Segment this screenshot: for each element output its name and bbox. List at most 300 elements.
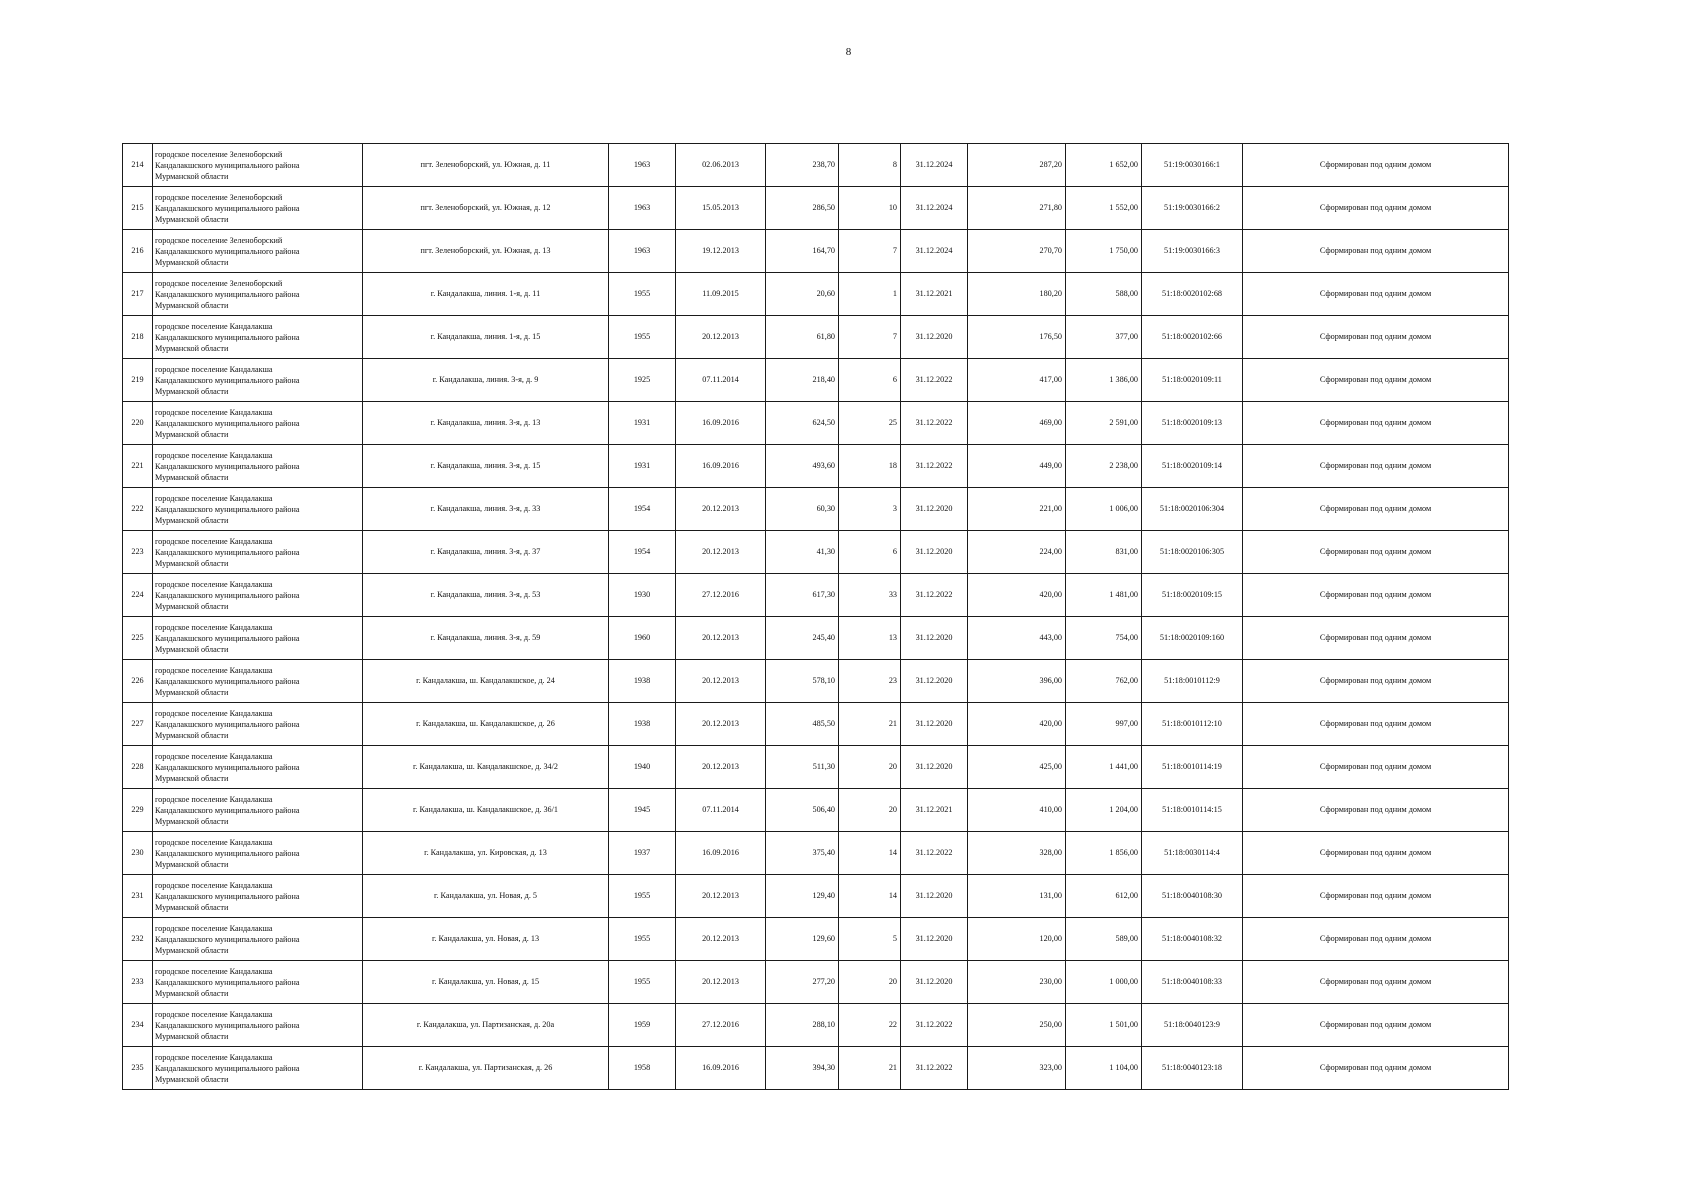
resettlement-deadline-cell: 31.12.2020 [901, 918, 968, 961]
build-year-cell: 1945 [609, 789, 676, 832]
residents-count-cell: 20 [839, 746, 901, 789]
build-year-cell: 1937 [609, 832, 676, 875]
address-cell: г. Кандалакша, линия. 3-я, д. 9 [363, 359, 609, 402]
municipality-line: городское поселение Кандалакша [155, 665, 273, 675]
address-cell: г. Кандалакша, ул. Кировская, д. 13 [363, 832, 609, 875]
cadastral-number-cell: 51:18:0020109:13 [1142, 402, 1243, 445]
cadastral-number-cell: 51:18:0020109:11 [1142, 359, 1243, 402]
residents-count-cell: 21 [839, 703, 901, 746]
normative-area-cell: 377,00 [1066, 316, 1142, 359]
row-number-cell: 228 [123, 746, 153, 789]
living-area-cell: 61,80 [766, 316, 839, 359]
build-year-cell: 1955 [609, 961, 676, 1004]
address-cell: г. Кандалакша, ул. Новая, д. 13 [363, 918, 609, 961]
build-year-cell: 1940 [609, 746, 676, 789]
normative-area-cell: 1 501,00 [1066, 1004, 1142, 1047]
living-area-cell: 238,70 [766, 144, 839, 187]
land-status-cell: Сформирован под одним домом [1243, 1047, 1509, 1090]
municipality-line: Мурманской области [155, 687, 229, 697]
cadastral-number-cell: 51:18:0020106:305 [1142, 531, 1243, 574]
resettlement-deadline-cell: 31.12.2021 [901, 273, 968, 316]
resettlement-deadline-cell: 31.12.2022 [901, 1047, 968, 1090]
residents-count-cell: 10 [839, 187, 901, 230]
build-year-cell: 1959 [609, 1004, 676, 1047]
cadastral-number-cell: 51:18:0020102:68 [1142, 273, 1243, 316]
municipality-line: Мурманской области [155, 945, 229, 955]
normative-area-cell: 1 856,00 [1066, 832, 1142, 875]
address-cell: пгт. Зеленоборский, ул. Южная, д. 13 [363, 230, 609, 273]
municipality-line: Кандалакшского муниципального района [155, 1063, 300, 1073]
resettlement-deadline-cell: 31.12.2022 [901, 359, 968, 402]
residents-count-cell: 6 [839, 531, 901, 574]
table-row [123, 1004, 1509, 1047]
municipality-line: Кандалакшского муниципального района [155, 633, 300, 643]
normative-area-cell: 1 652,00 [1066, 144, 1142, 187]
municipality-line: Мурманской области [155, 644, 229, 654]
recognition-date-cell: 02.06.2013 [676, 144, 766, 187]
municipality-name-cell [153, 574, 363, 617]
land-status-cell: Сформирован под одним домом [1243, 144, 1509, 187]
cadastral-number-cell: 51:18:0010114:19 [1142, 746, 1243, 789]
recognition-date-cell: 20.12.2013 [676, 660, 766, 703]
recognition-date-cell: 07.11.2014 [676, 789, 766, 832]
land-status-cell: Сформирован под одним домом [1243, 746, 1509, 789]
municipality-line: Мурманской области [155, 386, 229, 396]
residents-count-cell: 3 [839, 488, 901, 531]
build-year-cell: 1955 [609, 918, 676, 961]
table-row [123, 832, 1509, 875]
build-year-cell: 1955 [609, 273, 676, 316]
table-row [123, 875, 1509, 918]
row-number-cell: 217 [123, 273, 153, 316]
municipality-line: Мурманской области [155, 515, 229, 525]
municipality-line: городское поселение Кандалакша [155, 493, 273, 503]
municipality-line: городское поселение Зеленоборский [155, 235, 283, 245]
build-year-cell: 1963 [609, 187, 676, 230]
municipality-name-cell [153, 918, 363, 961]
residents-count-cell: 1 [839, 273, 901, 316]
normative-area-cell: 2 238,00 [1066, 445, 1142, 488]
table-row [123, 359, 1509, 402]
build-year-cell: 1954 [609, 488, 676, 531]
normative-area-cell: 831,00 [1066, 531, 1142, 574]
municipality-line: городское поселение Кандалакша [155, 708, 273, 718]
municipality-line: Кандалакшского муниципального района [155, 160, 300, 170]
row-number-cell: 221 [123, 445, 153, 488]
resettlement-deadline-cell: 31.12.2022 [901, 574, 968, 617]
municipality-name-cell [153, 1004, 363, 1047]
resettlement-deadline-cell: 31.12.2024 [901, 230, 968, 273]
cadastral-number-cell: 51:18:0040108:30 [1142, 875, 1243, 918]
municipality-line: Мурманской области [155, 859, 229, 869]
municipality-line: Мурманской области [155, 214, 229, 224]
cadastral-number-cell: 51:18:0040108:33 [1142, 961, 1243, 1004]
municipality-line: Кандалакшского муниципального района [155, 762, 300, 772]
municipality-line: Мурманской области [155, 730, 229, 740]
cadastral-number-cell: 51:18:0020106:304 [1142, 488, 1243, 531]
table-row [123, 1047, 1509, 1090]
resettlement-deadline-cell: 31.12.2020 [901, 531, 968, 574]
normative-area-cell: 754,00 [1066, 617, 1142, 660]
row-number-cell: 219 [123, 359, 153, 402]
row-number-cell: 218 [123, 316, 153, 359]
municipality-name-cell [153, 273, 363, 316]
cadastral-number-cell: 51:19:0030166:1 [1142, 144, 1243, 187]
living-area-cell: 286,50 [766, 187, 839, 230]
municipality-name-cell [153, 617, 363, 660]
normative-area-cell: 1 104,00 [1066, 1047, 1142, 1090]
table-row [123, 660, 1509, 703]
living-area-cell: 245,40 [766, 617, 839, 660]
municipality-line: городское поселение Кандалакша [155, 923, 273, 933]
municipality-name-cell [153, 187, 363, 230]
land-area-cell: 449,00 [968, 445, 1066, 488]
municipality-line: Кандалакшского муниципального района [155, 891, 300, 901]
land-area-cell: 396,00 [968, 660, 1066, 703]
table-row [123, 445, 1509, 488]
land-status-cell: Сформирован под одним домом [1243, 316, 1509, 359]
municipality-line: Мурманской области [155, 472, 229, 482]
address-cell: г. Кандалакша, ш. Кандалакшское, д. 34/2 [363, 746, 609, 789]
municipality-line: городское поселение Кандалакша [155, 536, 273, 546]
municipality-line: Мурманской области [155, 300, 229, 310]
land-status-cell: Сформирован под одним домом [1243, 832, 1509, 875]
normative-area-cell: 1 006,00 [1066, 488, 1142, 531]
recognition-date-cell: 16.09.2016 [676, 1047, 766, 1090]
municipality-line: Кандалакшского муниципального района [155, 977, 300, 987]
municipality-line: городское поселение Зеленоборский [155, 278, 283, 288]
row-number-cell: 224 [123, 574, 153, 617]
municipality-line: городское поселение Кандалакша [155, 1009, 273, 1019]
cadastral-number-cell: 51:19:0030166:3 [1142, 230, 1243, 273]
normative-area-cell: 1 750,00 [1066, 230, 1142, 273]
build-year-cell: 1931 [609, 445, 676, 488]
address-cell: г. Кандалакша, ул. Новая, д. 5 [363, 875, 609, 918]
resettlement-deadline-cell: 31.12.2020 [901, 488, 968, 531]
address-cell: г. Кандалакша, линия. 3-я, д. 15 [363, 445, 609, 488]
land-area-cell: 230,00 [968, 961, 1066, 1004]
address-cell: г. Кандалакша, ш. Кандалакшское, д. 24 [363, 660, 609, 703]
land-area-cell: 420,00 [968, 574, 1066, 617]
municipality-name-cell [153, 488, 363, 531]
municipality-line: Кандалакшского муниципального района [155, 1020, 300, 1030]
cadastral-number-cell: 51:18:0030114:4 [1142, 832, 1243, 875]
land-status-cell: Сформирован под одним домом [1243, 488, 1509, 531]
table-row [123, 918, 1509, 961]
municipality-line: Мурманской области [155, 1031, 229, 1041]
row-number-cell: 234 [123, 1004, 153, 1047]
land-status-cell: Сформирован под одним домом [1243, 230, 1509, 273]
residents-count-cell: 13 [839, 617, 901, 660]
cadastral-number-cell: 51:18:0040108:32 [1142, 918, 1243, 961]
municipality-name-cell [153, 316, 363, 359]
cadastral-number-cell: 51:18:0010114:15 [1142, 789, 1243, 832]
municipality-line: Мурманской области [155, 558, 229, 568]
municipality-line: городское поселение Кандалакша [155, 880, 273, 890]
residents-count-cell: 14 [839, 875, 901, 918]
build-year-cell: 1938 [609, 660, 676, 703]
land-status-cell: Сформирован под одним домом [1243, 1004, 1509, 1047]
address-cell: г. Кандалакша, ул. Новая, д. 15 [363, 961, 609, 1004]
municipality-line: Мурманской области [155, 429, 229, 439]
municipality-name-cell [153, 1047, 363, 1090]
resettlement-deadline-cell: 31.12.2020 [901, 746, 968, 789]
table-row [123, 402, 1509, 445]
build-year-cell: 1963 [609, 144, 676, 187]
land-area-cell: 120,00 [968, 918, 1066, 961]
land-area-cell: 271,80 [968, 187, 1066, 230]
row-number-cell: 222 [123, 488, 153, 531]
municipality-line: Мурманской области [155, 773, 229, 783]
municipality-line: Кандалакшского муниципального района [155, 289, 300, 299]
resettlement-deadline-cell: 31.12.2024 [901, 187, 968, 230]
municipality-line: городское поселение Кандалакша [155, 450, 273, 460]
land-status-cell: Сформирован под одним домом [1243, 617, 1509, 660]
municipality-name-cell [153, 531, 363, 574]
table-row [123, 488, 1509, 531]
normative-area-cell: 1 481,00 [1066, 574, 1142, 617]
build-year-cell: 1960 [609, 617, 676, 660]
municipality-line: Мурманской области [155, 257, 229, 267]
address-cell: пгт. Зеленоборский, ул. Южная, д. 11 [363, 144, 609, 187]
resettlement-deadline-cell: 31.12.2022 [901, 1004, 968, 1047]
land-status-cell: Сформирован под одним домом [1243, 574, 1509, 617]
build-year-cell: 1963 [609, 230, 676, 273]
housing-registry-table [122, 143, 1509, 1090]
recognition-date-cell: 27.12.2016 [676, 1004, 766, 1047]
address-cell: г. Кандалакша, линия. 3-я, д. 59 [363, 617, 609, 660]
cadastral-number-cell: 51:18:0020109:15 [1142, 574, 1243, 617]
living-area-cell: 578,10 [766, 660, 839, 703]
municipality-name-cell [153, 832, 363, 875]
municipality-line: Кандалакшского муниципального района [155, 203, 300, 213]
table-row [123, 230, 1509, 273]
municipality-line: Кандалакшского муниципального района [155, 332, 300, 342]
land-status-cell: Сформирован под одним домом [1243, 531, 1509, 574]
recognition-date-cell: 19.12.2013 [676, 230, 766, 273]
cadastral-number-cell: 51:18:0020102:66 [1142, 316, 1243, 359]
recognition-date-cell: 20.12.2013 [676, 531, 766, 574]
residents-count-cell: 21 [839, 1047, 901, 1090]
municipality-name-cell [153, 746, 363, 789]
table-row [123, 273, 1509, 316]
build-year-cell: 1954 [609, 531, 676, 574]
municipality-line: Кандалакшского муниципального района [155, 848, 300, 858]
residents-count-cell: 7 [839, 230, 901, 273]
municipality-line: городское поселение Кандалакша [155, 1052, 273, 1062]
address-cell: г. Кандалакша, линия. 1-я, д. 11 [363, 273, 609, 316]
living-area-cell: 394,30 [766, 1047, 839, 1090]
resettlement-deadline-cell: 31.12.2021 [901, 789, 968, 832]
residents-count-cell: 33 [839, 574, 901, 617]
living-area-cell: 129,40 [766, 875, 839, 918]
recognition-date-cell: 20.12.2013 [676, 316, 766, 359]
normative-area-cell: 1 441,00 [1066, 746, 1142, 789]
municipality-line: Кандалакшского муниципального района [155, 676, 300, 686]
municipality-name-cell [153, 961, 363, 1004]
recognition-date-cell: 11.09.2015 [676, 273, 766, 316]
municipality-line: Кандалакшского муниципального района [155, 934, 300, 944]
land-status-cell: Сформирован под одним домом [1243, 660, 1509, 703]
row-number-cell: 232 [123, 918, 153, 961]
land-status-cell: Сформирован под одним домом [1243, 875, 1509, 918]
recognition-date-cell: 20.12.2013 [676, 617, 766, 660]
row-number-cell: 230 [123, 832, 153, 875]
resettlement-deadline-cell: 31.12.2022 [901, 832, 968, 875]
municipality-line: Кандалакшского муниципального района [155, 375, 300, 385]
table-row [123, 144, 1509, 187]
resettlement-deadline-cell: 31.12.2024 [901, 144, 968, 187]
recognition-date-cell: 20.12.2013 [676, 875, 766, 918]
municipality-line: городское поселение Кандалакша [155, 751, 273, 761]
municipality-line: Кандалакшского муниципального района [155, 590, 300, 600]
row-number-cell: 226 [123, 660, 153, 703]
normative-area-cell: 1 552,00 [1066, 187, 1142, 230]
land-area-cell: 410,00 [968, 789, 1066, 832]
resettlement-deadline-cell: 31.12.2022 [901, 402, 968, 445]
land-area-cell: 323,00 [968, 1047, 1066, 1090]
cadastral-number-cell: 51:18:0020109:14 [1142, 445, 1243, 488]
municipality-line: городское поселение Кандалакша [155, 407, 273, 417]
municipality-line: Кандалакшского муниципального района [155, 547, 300, 557]
residents-count-cell: 23 [839, 660, 901, 703]
municipality-line: городское поселение Кандалакша [155, 579, 273, 589]
row-number-cell: 220 [123, 402, 153, 445]
cadastral-number-cell: 51:18:0020109:160 [1142, 617, 1243, 660]
recognition-date-cell: 15.05.2013 [676, 187, 766, 230]
land-status-cell: Сформирован под одним домом [1243, 402, 1509, 445]
municipality-line: Кандалакшского муниципального района [155, 805, 300, 815]
land-area-cell: 176,50 [968, 316, 1066, 359]
land-area-cell: 270,70 [968, 230, 1066, 273]
living-area-cell: 277,20 [766, 961, 839, 1004]
residents-count-cell: 18 [839, 445, 901, 488]
municipality-line: городское поселение Зеленоборский [155, 149, 283, 159]
recognition-date-cell: 16.09.2016 [676, 402, 766, 445]
table-row [123, 574, 1509, 617]
table-row [123, 531, 1509, 574]
land-area-cell: 417,00 [968, 359, 1066, 402]
land-status-cell: Сформирован под одним домом [1243, 445, 1509, 488]
living-area-cell: 164,70 [766, 230, 839, 273]
residents-count-cell: 20 [839, 789, 901, 832]
normative-area-cell: 2 591,00 [1066, 402, 1142, 445]
resettlement-deadline-cell: 31.12.2020 [901, 961, 968, 1004]
build-year-cell: 1925 [609, 359, 676, 402]
table-row [123, 617, 1509, 660]
table-row [123, 703, 1509, 746]
normative-area-cell: 1 204,00 [1066, 789, 1142, 832]
municipality-line: городское поселение Кандалакша [155, 794, 273, 804]
municipality-line: Кандалакшского муниципального района [155, 461, 300, 471]
living-area-cell: 485,50 [766, 703, 839, 746]
land-area-cell: 425,00 [968, 746, 1066, 789]
residents-count-cell: 14 [839, 832, 901, 875]
living-area-cell: 60,30 [766, 488, 839, 531]
municipality-name-cell [153, 230, 363, 273]
land-status-cell: Сформирован под одним домом [1243, 918, 1509, 961]
table-row [123, 961, 1509, 1004]
address-cell: пгт. Зеленоборский, ул. Южная, д. 12 [363, 187, 609, 230]
table-row [123, 316, 1509, 359]
land-status-cell: Сформирован под одним домом [1243, 187, 1509, 230]
recognition-date-cell: 20.12.2013 [676, 961, 766, 1004]
resettlement-deadline-cell: 31.12.2020 [901, 660, 968, 703]
land-area-cell: 221,00 [968, 488, 1066, 531]
resettlement-deadline-cell: 31.12.2020 [901, 875, 968, 918]
address-cell: г. Кандалакша, линия. 1-я, д. 15 [363, 316, 609, 359]
address-cell: г. Кандалакша, линия. 3-я, д. 37 [363, 531, 609, 574]
municipality-name-cell [153, 144, 363, 187]
municipality-line: Мурманской области [155, 343, 229, 353]
municipality-name-cell [153, 875, 363, 918]
resettlement-deadline-cell: 31.12.2022 [901, 445, 968, 488]
row-number-cell: 216 [123, 230, 153, 273]
address-cell: г. Кандалакша, линия. 3-я, д. 33 [363, 488, 609, 531]
living-area-cell: 129,60 [766, 918, 839, 961]
build-year-cell: 1930 [609, 574, 676, 617]
living-area-cell: 375,40 [766, 832, 839, 875]
municipality-line: Кандалакшского муниципального района [155, 719, 300, 729]
municipality-name-cell [153, 789, 363, 832]
municipality-name-cell [153, 445, 363, 488]
row-number-cell: 227 [123, 703, 153, 746]
address-cell: г. Кандалакша, линия. 3-я, д. 53 [363, 574, 609, 617]
address-cell: г. Кандалакша, ш. Кандалакшское, д. 26 [363, 703, 609, 746]
land-area-cell: 328,00 [968, 832, 1066, 875]
municipality-line: Мурманской области [155, 988, 229, 998]
resettlement-deadline-cell: 31.12.2020 [901, 617, 968, 660]
address-cell: г. Кандалакша, ш. Кандалакшское, д. 36/1 [363, 789, 609, 832]
land-area-cell: 420,00 [968, 703, 1066, 746]
row-number-cell: 215 [123, 187, 153, 230]
municipality-line: Кандалакшского муниципального района [155, 418, 300, 428]
normative-area-cell: 588,00 [1066, 273, 1142, 316]
table-row [123, 187, 1509, 230]
land-area-cell: 224,00 [968, 531, 1066, 574]
table-row [123, 789, 1509, 832]
living-area-cell: 20,60 [766, 273, 839, 316]
living-area-cell: 617,30 [766, 574, 839, 617]
address-cell: г. Кандалакша, ул. Партизанская, д. 20а [363, 1004, 609, 1047]
land-area-cell: 131,00 [968, 875, 1066, 918]
recognition-date-cell: 16.09.2016 [676, 832, 766, 875]
row-number-cell: 223 [123, 531, 153, 574]
recognition-date-cell: 20.12.2013 [676, 488, 766, 531]
residents-count-cell: 22 [839, 1004, 901, 1047]
living-area-cell: 493,60 [766, 445, 839, 488]
page-number: 8 [845, 46, 852, 58]
cadastral-number-cell: 51:19:0030166:2 [1142, 187, 1243, 230]
living-area-cell: 624,50 [766, 402, 839, 445]
normative-area-cell: 1 000,00 [1066, 961, 1142, 1004]
municipality-line: Мурманской области [155, 902, 229, 912]
row-number-cell: 231 [123, 875, 153, 918]
municipality-line: городское поселение Зеленоборский [155, 192, 283, 202]
residents-count-cell: 5 [839, 918, 901, 961]
municipality-line: Кандалакшского муниципального района [155, 504, 300, 514]
normative-area-cell: 612,00 [1066, 875, 1142, 918]
municipality-name-cell [153, 660, 363, 703]
normative-area-cell: 997,00 [1066, 703, 1142, 746]
land-area-cell: 443,00 [968, 617, 1066, 660]
municipality-name-cell [153, 703, 363, 746]
municipality-line: Мурманской области [155, 601, 229, 611]
municipality-line: городское поселение Кандалакша [155, 966, 273, 976]
municipality-line: городское поселение Кандалакша [155, 837, 273, 847]
living-area-cell: 218,40 [766, 359, 839, 402]
recognition-date-cell: 20.12.2013 [676, 746, 766, 789]
